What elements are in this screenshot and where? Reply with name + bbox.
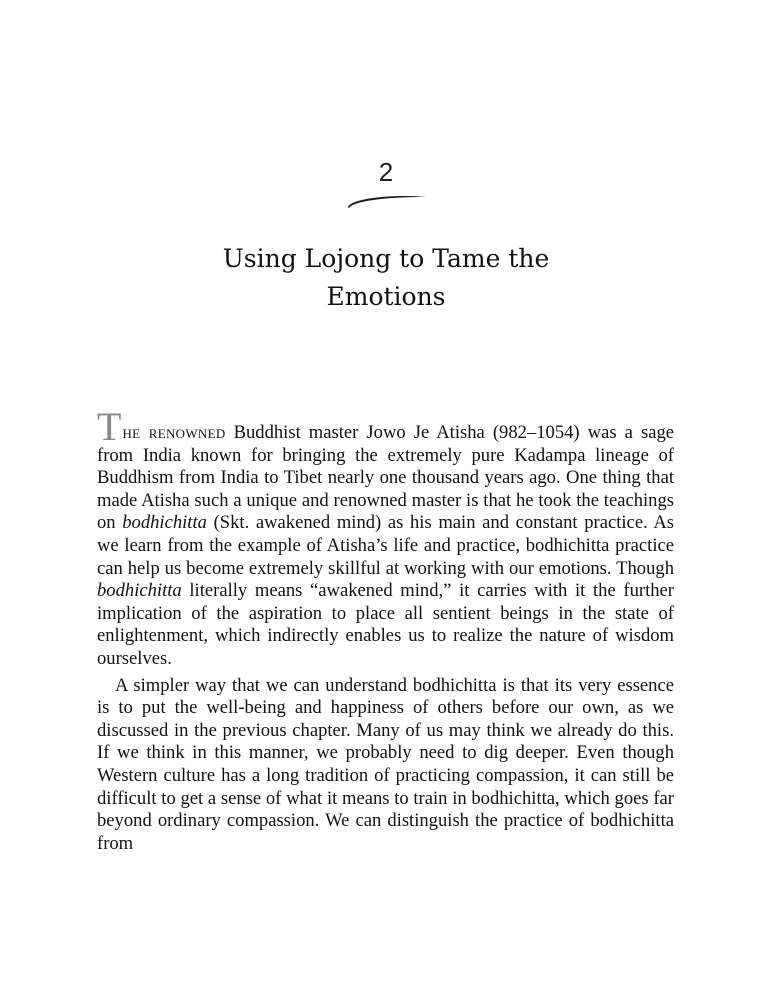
chapter-title-line-1: Using Lojong to Tame the [222,244,550,273]
italic-term-bodhichitta: bodhichitta [122,512,207,534]
paragraph-1 [97,404,675,671]
paragraph-2: A simpler way that we can understand bodhichitta is that its very essence is to put the well-being and happiness of others before our own, as we discussed in the previous chapter. Many of us may think we already do this. If we think in this manner, we probably need to dig deeper. Even though Western culture has a long tradition of practicing compassion, it can still be difficult to get a sense of what it means to train in bodhichitta, which goes far beyond ordinary compassion. We can distinguish the practice of bodhichitta from [97,674,674,854]
paragraph-1-text-c: literally means “awakened mind,” it carries with it the further implication of the aspiration to place all sentient beings in the state of enlightenment, which indirectly enables us to realize the nature of wisdom ourselves. [97,580,674,669]
paragraph-1-text-b: (Skt. awakened mind) as his main and constant practice. As we learn from the example of Atisha’s life and practice, bodhichitta practice can help us become extremely skillful at working with our emotions. Though [97,512,674,579]
title-swash-ornament [344,193,428,211]
drop-cap: T [97,404,122,449]
body-text [97,404,675,855]
paragraph-1-text-a: Buddhist master Jowo Je Atisha (982–1054) was a sage from India known for bringing the extremely pure Kadampa lineage of Buddhism from India to Tibet nearly one thousand years ago. One thing that made Atisha such a unique and renowned master is that he took the teachings on [97,422,675,534]
chapter-number: 2 [378,157,394,187]
italic-term-bodhichitta-2: bodhichitta [97,580,182,602]
chapter-title [0,240,772,316]
chapter-title-line-2: Emotions [326,282,446,311]
opening-small-caps: he renowned [122,422,226,443]
